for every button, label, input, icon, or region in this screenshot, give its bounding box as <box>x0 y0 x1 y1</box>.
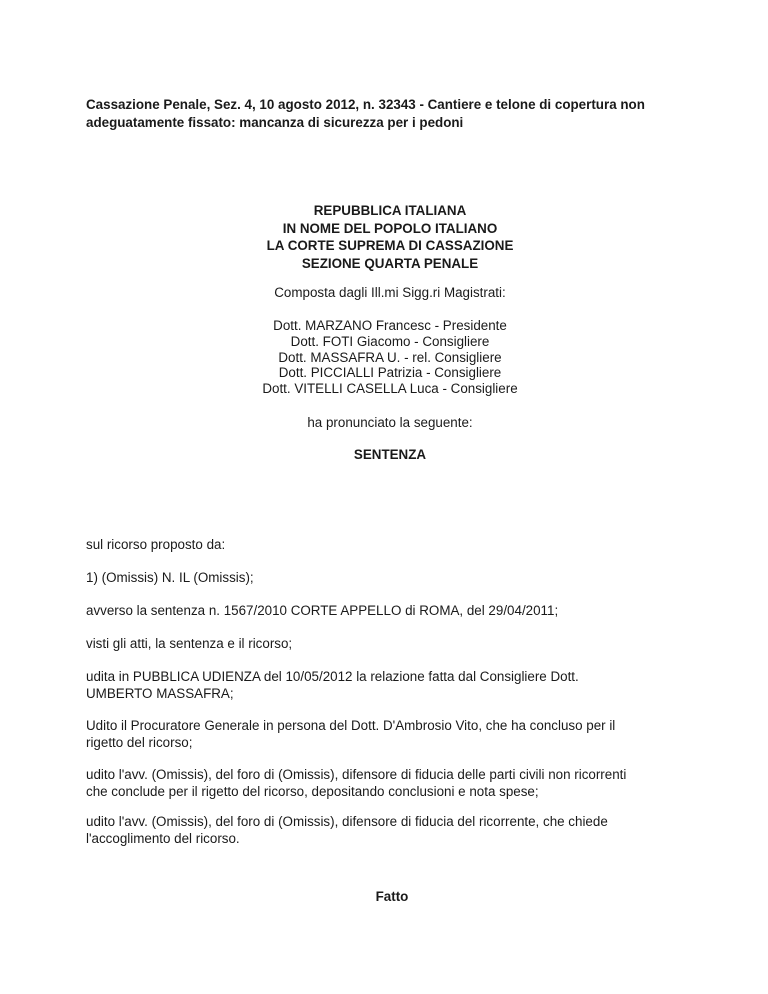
section-heading-fatto: Fatto <box>375 889 409 904</box>
paragraph <box>86 766 706 800</box>
judges-list <box>6 318 768 397</box>
judge-line: Dott. PICCIALLI Patrizia - Consigliere <box>278 365 502 381</box>
paragraph-line: l'accoglimento del ricorso. <box>86 831 240 846</box>
paragraph <box>86 569 706 586</box>
judge-line: Dott. MASSAFRA U. - rel. Consigliere <box>278 349 502 365</box>
paragraph <box>86 668 706 702</box>
paragraph-line: UMBERTO MASSAFRA; <box>86 686 234 701</box>
header-line: LA CORTE SUPREMA DI CASSAZIONE <box>266 238 514 253</box>
header-line: IN NOME DEL POPOLO ITALIANO <box>282 220 498 236</box>
composition-label: Composta dagli Ill.mi Sigg.ri Magistrati: <box>274 285 506 300</box>
title-line: Cassazione Penale, Sez. 4, 10 agosto 2012, n. 32343 - Cantiere e telone di copertura non <box>86 97 645 112</box>
paragraph <box>86 602 706 619</box>
paragraph-line: che conclude per il rigetto del ricorso, depositando conclusioni e nota spese; <box>86 784 539 799</box>
paragraph <box>86 536 706 553</box>
paragraph <box>86 635 706 652</box>
sentence-heading: SENTENZA <box>353 447 427 462</box>
paragraph-line: avverso la sentenza n. 1567/2010 CORTE APPELLO di ROMA, del 29/04/2011; <box>86 603 559 618</box>
judge-line: Dott. VITELLI CASELLA Luca - Consigliere <box>262 381 518 397</box>
paragraph-line: 1) (Omissis) N. IL (Omissis); <box>86 570 254 585</box>
judge-line: Dott. MARZANO Francesc - Presidente <box>273 318 507 333</box>
paragraph-line: Udito il Procuratore Generale in persona del Dott. D'Ambrosio Vito, che ha concluso per il <box>86 718 616 733</box>
title-line: adeguatamente fissato: mancanza di sicurezza per i pedoni <box>86 115 464 130</box>
header-line: REPUBBLICA ITALIANA <box>313 203 467 218</box>
header-line: SEZIONE QUARTA PENALE <box>301 255 479 271</box>
paragraph-line: udito l'avv. (Omissis), del foro di (Omissis), difensore di fiducia delle parti civili non ricorrenti <box>86 767 627 782</box>
pronounced-label: ha pronunciato la seguente: <box>307 415 473 430</box>
paragraph-line: udito l'avv. (Omissis), del foro di (Omissis), difensore di fiducia del ricorrente, che chiede <box>86 814 608 829</box>
judge-line: Dott. FOTI Giacomo - Consigliere <box>290 333 490 349</box>
paragraph <box>86 813 706 847</box>
paragraph <box>86 717 706 751</box>
paragraph-line: udita in PUBBLICA UDIENZA del 10/05/2012 la relazione fatta dal Consigliere Dott. <box>86 669 579 684</box>
paragraph-line: rigetto del ricorso; <box>86 735 193 750</box>
paragraph-line: visti gli atti, la sentenza e il ricorso; <box>86 636 293 651</box>
court-header <box>6 202 768 272</box>
paragraph-line: sul ricorso proposto da: <box>86 537 226 552</box>
document-title <box>86 96 706 132</box>
